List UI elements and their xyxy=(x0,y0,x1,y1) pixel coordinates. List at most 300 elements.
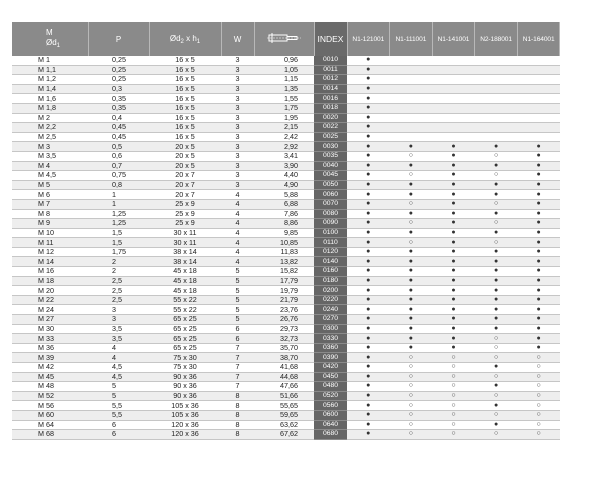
available-filled-icon: ● xyxy=(517,334,560,344)
shank-dimension-cell: 90 x 36 xyxy=(149,391,221,401)
pitch-cell: 3,5 xyxy=(88,324,149,334)
available-open-icon: ○ xyxy=(475,171,518,181)
table-row xyxy=(12,190,560,200)
empty-cell xyxy=(517,132,560,142)
size-cell: M 20 xyxy=(12,286,88,296)
table-row xyxy=(12,410,560,420)
index-cell: 0360 xyxy=(314,343,347,353)
available-open-icon: ○ xyxy=(390,372,433,382)
available-open-icon: ○ xyxy=(475,219,518,229)
width-cell: 3 xyxy=(221,132,254,142)
size-cell: M 14 xyxy=(12,257,88,267)
available-filled-icon: ● xyxy=(475,401,518,411)
table-body xyxy=(12,56,560,439)
table-row xyxy=(12,305,560,315)
available-filled-icon: ● xyxy=(517,238,560,248)
available-filled-icon: ● xyxy=(390,324,433,334)
pitch-cell: 5 xyxy=(88,382,149,392)
size-cell: M 52 xyxy=(12,391,88,401)
available-open-icon: ○ xyxy=(475,410,518,420)
empty-cell xyxy=(390,65,433,75)
drill-size-cell: 1,55 xyxy=(254,94,314,104)
empty-cell xyxy=(475,56,518,65)
width-cell: 5 xyxy=(221,295,254,305)
shank-dimension-cell: 65 x 25 xyxy=(149,315,221,325)
available-filled-icon: ● xyxy=(517,247,560,257)
available-filled-icon: ● xyxy=(517,180,560,190)
header-d-mid: x h xyxy=(186,33,197,43)
shank-dimension-cell: 75 x 30 xyxy=(149,353,221,363)
width-cell: 4 xyxy=(221,190,254,200)
available-filled-icon: ● xyxy=(432,190,475,200)
pitch-cell: 6 xyxy=(88,430,149,440)
available-filled-icon: ● xyxy=(475,247,518,257)
available-filled-icon: ● xyxy=(475,267,518,277)
index-cell: 0160 xyxy=(314,267,347,277)
size-cell: M 2 xyxy=(12,113,88,123)
pitch-cell: 1,5 xyxy=(88,238,149,248)
drill-size-cell: 26,76 xyxy=(254,315,314,325)
available-open-icon: ○ xyxy=(432,420,475,430)
drill-size-cell: 1,95 xyxy=(254,113,314,123)
table-row xyxy=(12,324,560,334)
width-cell: 7 xyxy=(221,382,254,392)
available-filled-icon: ● xyxy=(347,401,390,411)
size-cell: M 1,2 xyxy=(12,75,88,85)
available-open-icon: ○ xyxy=(475,430,518,440)
pitch-cell: 2,5 xyxy=(88,276,149,286)
available-filled-icon: ● xyxy=(432,247,475,257)
available-open-icon: ○ xyxy=(475,238,518,248)
available-filled-icon: ● xyxy=(347,391,390,401)
drill-size-cell: 67,62 xyxy=(254,430,314,440)
size-cell: M 1,8 xyxy=(12,103,88,113)
empty-cell xyxy=(390,84,433,94)
table-row xyxy=(12,382,560,392)
tap-holder-icon xyxy=(267,32,301,44)
size-cell: M 3 xyxy=(12,142,88,152)
size-cell: M 9 xyxy=(12,219,88,229)
available-filled-icon: ● xyxy=(347,238,390,248)
shank-dimension-cell: 16 x 5 xyxy=(149,56,221,65)
available-filled-icon: ● xyxy=(475,142,518,152)
available-filled-icon: ● xyxy=(432,171,475,181)
index-cell: 0020 xyxy=(314,113,347,123)
index-cell: 0420 xyxy=(314,363,347,373)
drill-size-cell: 23,76 xyxy=(254,305,314,315)
index-cell: 0022 xyxy=(314,123,347,133)
index-cell: 0450 xyxy=(314,372,347,382)
available-filled-icon: ● xyxy=(347,257,390,267)
table-row xyxy=(12,391,560,401)
width-cell: 7 xyxy=(221,363,254,373)
width-cell: 7 xyxy=(221,343,254,353)
width-cell: 3 xyxy=(221,113,254,123)
available-open-icon: ○ xyxy=(432,430,475,440)
available-filled-icon: ● xyxy=(347,410,390,420)
available-filled-icon: ● xyxy=(517,171,560,181)
available-filled-icon: ● xyxy=(432,276,475,286)
drill-size-cell: 13,82 xyxy=(254,257,314,267)
empty-cell xyxy=(432,123,475,133)
empty-cell xyxy=(475,94,518,104)
header-product-3: N2-188001 xyxy=(475,22,518,56)
shank-dimension-cell: 45 x 18 xyxy=(149,286,221,296)
width-cell: 5 xyxy=(221,286,254,296)
available-filled-icon: ● xyxy=(347,151,390,161)
table-row xyxy=(12,161,560,171)
shank-dimension-cell: 25 x 9 xyxy=(149,199,221,209)
index-cell: 0330 xyxy=(314,334,347,344)
pitch-cell: 0,8 xyxy=(88,180,149,190)
drill-size-cell: 4,90 xyxy=(254,180,314,190)
drill-size-cell: 9,85 xyxy=(254,228,314,238)
available-filled-icon: ● xyxy=(390,190,433,200)
empty-cell xyxy=(517,123,560,133)
available-filled-icon: ● xyxy=(517,219,560,229)
available-open-icon: ○ xyxy=(390,238,433,248)
available-filled-icon: ● xyxy=(432,219,475,229)
shank-dimension-cell: 20 x 5 xyxy=(149,161,221,171)
width-cell: 3 xyxy=(221,151,254,161)
width-cell: 8 xyxy=(221,430,254,440)
tap-size-table xyxy=(12,22,560,440)
size-cell: M 5 xyxy=(12,180,88,190)
available-filled-icon: ● xyxy=(517,228,560,238)
shank-dimension-cell: 90 x 36 xyxy=(149,382,221,392)
table-row xyxy=(12,142,560,152)
empty-cell xyxy=(432,94,475,104)
width-cell: 5 xyxy=(221,267,254,277)
empty-cell xyxy=(475,84,518,94)
table-row xyxy=(12,65,560,75)
available-open-icon: ○ xyxy=(475,372,518,382)
table-row xyxy=(12,94,560,104)
available-open-icon: ○ xyxy=(475,151,518,161)
drill-size-cell: 44,68 xyxy=(254,372,314,382)
size-cell: M 18 xyxy=(12,276,88,286)
available-filled-icon: ● xyxy=(347,430,390,440)
empty-cell xyxy=(432,103,475,113)
size-cell: M 48 xyxy=(12,382,88,392)
empty-cell xyxy=(390,113,433,123)
available-open-icon: ○ xyxy=(390,199,433,209)
size-cell: M 16 xyxy=(12,267,88,277)
pitch-cell: 4,5 xyxy=(88,372,149,382)
available-filled-icon: ● xyxy=(347,180,390,190)
header-d-sub-index: 2 xyxy=(180,38,184,45)
width-cell: 3 xyxy=(221,171,254,181)
available-filled-icon: ● xyxy=(517,343,560,353)
available-filled-icon: ● xyxy=(390,257,433,267)
table-row xyxy=(12,123,560,133)
empty-cell xyxy=(475,132,518,142)
width-cell: 5 xyxy=(221,276,254,286)
available-filled-icon: ● xyxy=(432,257,475,267)
empty-cell xyxy=(517,84,560,94)
empty-cell xyxy=(517,113,560,123)
table-row xyxy=(12,372,560,382)
available-filled-icon: ● xyxy=(347,161,390,171)
pitch-cell: 2 xyxy=(88,267,149,277)
width-cell: 4 xyxy=(221,219,254,229)
available-filled-icon: ● xyxy=(517,295,560,305)
width-cell: 8 xyxy=(221,420,254,430)
index-cell: 0390 xyxy=(314,353,347,363)
shank-dimension-cell: 45 x 18 xyxy=(149,276,221,286)
header-tap xyxy=(254,22,314,56)
pitch-cell: 0,25 xyxy=(88,65,149,75)
available-open-icon: ○ xyxy=(390,151,433,161)
available-filled-icon: ● xyxy=(475,161,518,171)
size-cell: M 12 xyxy=(12,247,88,257)
shank-dimension-cell: 20 x 5 xyxy=(149,151,221,161)
size-cell: M 8 xyxy=(12,209,88,219)
width-cell: 4 xyxy=(221,209,254,219)
available-open-icon: ○ xyxy=(390,363,433,373)
empty-cell xyxy=(432,84,475,94)
available-filled-icon: ● xyxy=(517,199,560,209)
available-open-icon: ○ xyxy=(475,391,518,401)
available-filled-icon: ● xyxy=(347,295,390,305)
available-open-icon: ○ xyxy=(432,363,475,373)
header-product-1: N1-111001 xyxy=(390,22,433,56)
size-cell: M 24 xyxy=(12,305,88,315)
drill-size-cell: 29,73 xyxy=(254,324,314,334)
available-filled-icon: ● xyxy=(475,420,518,430)
index-cell: 0090 xyxy=(314,219,347,229)
available-open-icon: ○ xyxy=(390,391,433,401)
index-cell: 0520 xyxy=(314,391,347,401)
width-cell: 3 xyxy=(221,180,254,190)
available-filled-icon: ● xyxy=(432,286,475,296)
empty-cell xyxy=(475,113,518,123)
drill-size-cell: 4,40 xyxy=(254,171,314,181)
empty-cell xyxy=(517,103,560,113)
size-cell: M 42 xyxy=(12,363,88,373)
table-row xyxy=(12,267,560,277)
index-cell: 0035 xyxy=(314,151,347,161)
empty-cell xyxy=(432,65,475,75)
shank-dimension-cell: 120 x 36 xyxy=(149,430,221,440)
index-cell: 0640 xyxy=(314,420,347,430)
width-cell: 8 xyxy=(221,401,254,411)
available-filled-icon: ● xyxy=(432,305,475,315)
available-open-icon: ○ xyxy=(475,334,518,344)
empty-cell xyxy=(390,56,433,65)
available-filled-icon: ● xyxy=(432,142,475,152)
pitch-cell: 1,75 xyxy=(88,247,149,257)
drill-size-cell: 8,86 xyxy=(254,219,314,229)
size-cell: M 2,2 xyxy=(12,123,88,133)
available-open-icon: ○ xyxy=(517,420,560,430)
available-filled-icon: ● xyxy=(347,75,390,85)
shank-dimension-cell: 65 x 25 xyxy=(149,334,221,344)
pitch-cell: 0,75 xyxy=(88,171,149,181)
pitch-cell: 0,25 xyxy=(88,56,149,65)
available-filled-icon: ● xyxy=(517,286,560,296)
pitch-cell: 0,45 xyxy=(88,123,149,133)
empty-cell xyxy=(390,75,433,85)
width-cell: 4 xyxy=(221,228,254,238)
table-row xyxy=(12,257,560,267)
width-cell: 7 xyxy=(221,372,254,382)
size-cell: M 3,5 xyxy=(12,151,88,161)
available-filled-icon: ● xyxy=(475,295,518,305)
available-filled-icon: ● xyxy=(347,286,390,296)
available-open-icon: ○ xyxy=(390,353,433,363)
width-cell: 6 xyxy=(221,324,254,334)
drill-size-cell: 17,79 xyxy=(254,276,314,286)
empty-cell xyxy=(517,56,560,65)
pitch-cell: 1 xyxy=(88,190,149,200)
table-row xyxy=(12,75,560,85)
available-filled-icon: ● xyxy=(432,334,475,344)
available-filled-icon: ● xyxy=(475,190,518,200)
pitch-cell: 0,25 xyxy=(88,75,149,85)
drill-size-cell: 21,79 xyxy=(254,295,314,305)
available-filled-icon: ● xyxy=(517,190,560,200)
available-filled-icon: ● xyxy=(432,238,475,248)
available-filled-icon: ● xyxy=(432,343,475,353)
empty-cell xyxy=(390,132,433,142)
drill-size-cell: 55,65 xyxy=(254,401,314,411)
drill-size-cell: 3,90 xyxy=(254,161,314,171)
available-filled-icon: ● xyxy=(347,190,390,200)
available-filled-icon: ● xyxy=(475,228,518,238)
empty-cell xyxy=(390,123,433,133)
available-filled-icon: ● xyxy=(432,161,475,171)
size-cell: M 68 xyxy=(12,430,88,440)
header-m xyxy=(12,22,88,56)
size-cell: M 27 xyxy=(12,315,88,325)
drill-size-cell: 32,73 xyxy=(254,334,314,344)
shank-dimension-cell: 20 x 7 xyxy=(149,171,221,181)
width-cell: 8 xyxy=(221,410,254,420)
drill-size-cell: 1,05 xyxy=(254,65,314,75)
pitch-cell: 5,5 xyxy=(88,410,149,420)
pitch-cell: 0,45 xyxy=(88,132,149,142)
index-cell: 0480 xyxy=(314,382,347,392)
header-product-4: N1-164001 xyxy=(517,22,560,56)
available-open-icon: ○ xyxy=(517,391,560,401)
index-cell: 0040 xyxy=(314,161,347,171)
shank-dimension-cell: 45 x 18 xyxy=(149,267,221,277)
width-cell: 3 xyxy=(221,142,254,152)
shank-dimension-cell: 25 x 9 xyxy=(149,219,221,229)
size-cell: M 22 xyxy=(12,295,88,305)
available-filled-icon: ● xyxy=(390,286,433,296)
width-cell: 7 xyxy=(221,353,254,363)
available-open-icon: ○ xyxy=(517,363,560,373)
table-row xyxy=(12,238,560,248)
header-index: INDEX xyxy=(314,22,347,56)
table-row xyxy=(12,420,560,430)
available-filled-icon: ● xyxy=(475,276,518,286)
table-row xyxy=(12,401,560,411)
width-cell: 4 xyxy=(221,238,254,248)
available-filled-icon: ● xyxy=(347,56,390,65)
index-cell: 0050 xyxy=(314,180,347,190)
available-filled-icon: ● xyxy=(347,103,390,113)
width-cell: 3 xyxy=(221,65,254,75)
empty-cell xyxy=(517,94,560,104)
size-cell: M 1,4 xyxy=(12,84,88,94)
header-product-2: N1-141001 xyxy=(432,22,475,56)
empty-cell xyxy=(432,56,475,65)
size-cell: M 10 xyxy=(12,228,88,238)
available-open-icon: ○ xyxy=(390,401,433,411)
width-cell: 4 xyxy=(221,247,254,257)
available-filled-icon: ● xyxy=(475,324,518,334)
header-m-sub-label: Ød xyxy=(46,37,57,47)
width-cell: 4 xyxy=(221,199,254,209)
drill-size-cell: 19,79 xyxy=(254,286,314,296)
available-filled-icon: ● xyxy=(347,382,390,392)
shank-dimension-cell: 65 x 25 xyxy=(149,343,221,353)
index-cell: 0011 xyxy=(314,65,347,75)
available-filled-icon: ● xyxy=(517,142,560,152)
available-open-icon: ○ xyxy=(475,199,518,209)
shank-dimension-cell: 16 x 5 xyxy=(149,84,221,94)
drill-size-cell: 38,70 xyxy=(254,353,314,363)
pitch-cell: 0,6 xyxy=(88,151,149,161)
shank-dimension-cell: 120 x 36 xyxy=(149,420,221,430)
available-open-icon: ○ xyxy=(475,353,518,363)
index-cell: 0220 xyxy=(314,295,347,305)
available-filled-icon: ● xyxy=(390,334,433,344)
table-row xyxy=(12,56,560,65)
index-cell: 0110 xyxy=(314,238,347,248)
available-open-icon: ○ xyxy=(390,410,433,420)
pitch-cell: 1 xyxy=(88,199,149,209)
pitch-cell: 3,5 xyxy=(88,334,149,344)
width-cell: 3 xyxy=(221,123,254,133)
available-filled-icon: ● xyxy=(390,295,433,305)
shank-dimension-cell: 38 x 14 xyxy=(149,247,221,257)
width-cell: 6 xyxy=(221,334,254,344)
index-cell: 0240 xyxy=(314,305,347,315)
index-cell: 0140 xyxy=(314,257,347,267)
table-row xyxy=(12,343,560,353)
available-filled-icon: ● xyxy=(432,324,475,334)
available-filled-icon: ● xyxy=(517,276,560,286)
available-filled-icon: ● xyxy=(347,363,390,373)
available-open-icon: ○ xyxy=(390,219,433,229)
size-cell: M 33 xyxy=(12,334,88,344)
available-filled-icon: ● xyxy=(390,161,433,171)
available-open-icon: ○ xyxy=(390,430,433,440)
available-filled-icon: ● xyxy=(347,324,390,334)
header-d-label: Ød xyxy=(169,33,181,43)
drill-size-cell: 41,68 xyxy=(254,363,314,373)
empty-cell xyxy=(475,75,518,85)
size-cell: M 45 xyxy=(12,372,88,382)
table-row xyxy=(12,286,560,296)
available-filled-icon: ● xyxy=(347,315,390,325)
empty-cell xyxy=(390,103,433,113)
available-open-icon: ○ xyxy=(517,372,560,382)
index-cell: 0270 xyxy=(314,315,347,325)
available-filled-icon: ● xyxy=(432,228,475,238)
header-d xyxy=(149,22,221,56)
available-open-icon: ○ xyxy=(475,343,518,353)
index-cell: 0016 xyxy=(314,94,347,104)
size-cell: M 6 xyxy=(12,190,88,200)
table-row xyxy=(12,430,560,440)
width-cell: 3 xyxy=(221,161,254,171)
pitch-cell: 0,7 xyxy=(88,161,149,171)
